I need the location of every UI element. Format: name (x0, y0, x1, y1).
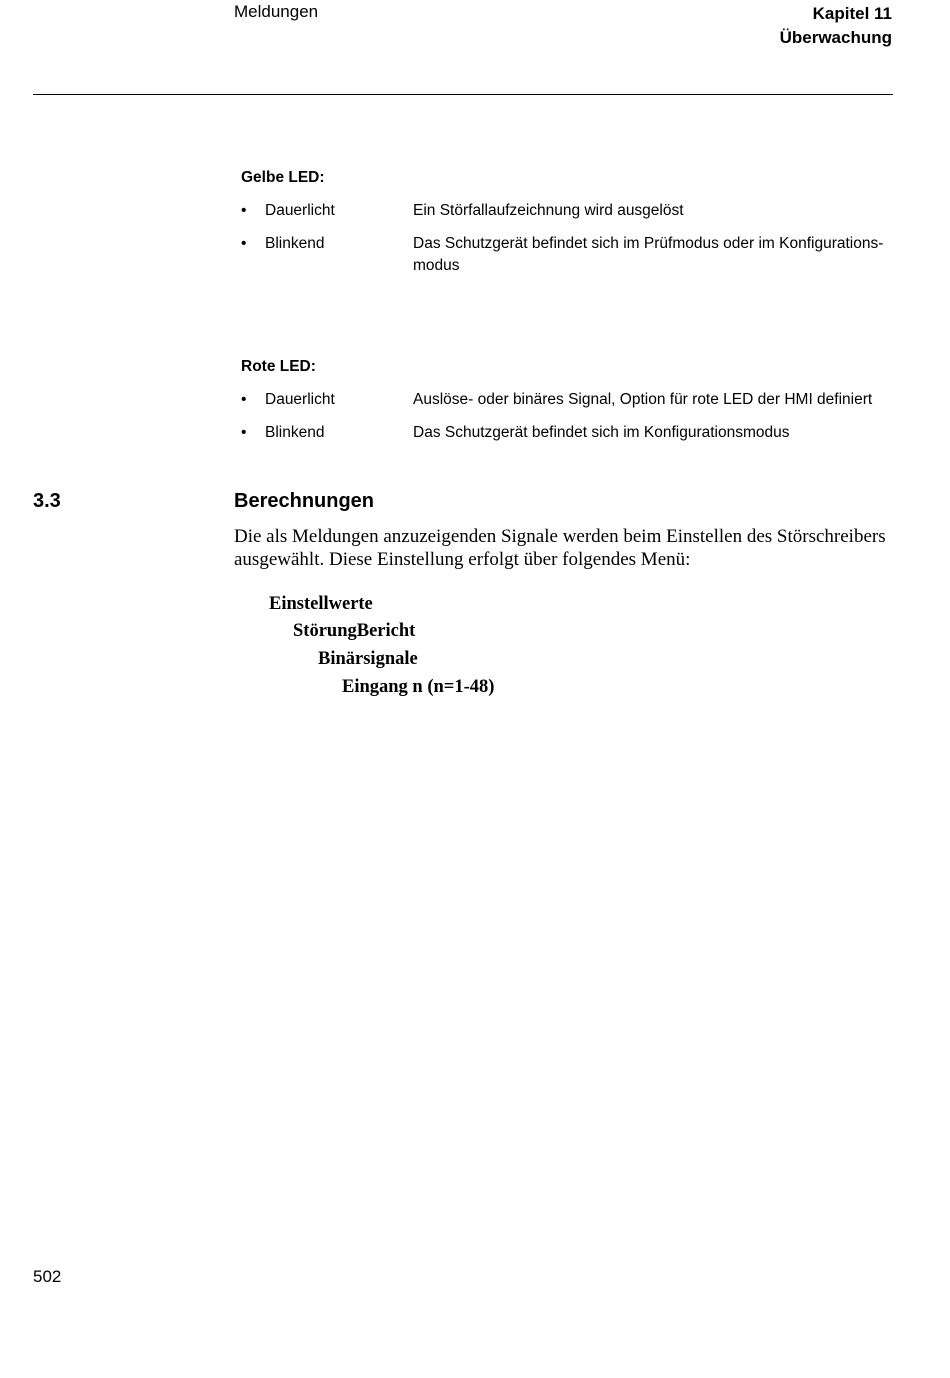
menu-path-level-3: Binärsignale (318, 649, 418, 669)
red-led-item-1-state (241, 391, 335, 409)
yellow-led-item-2-state (241, 235, 324, 253)
menu-path-level-2: StörungBericht (293, 621, 416, 641)
yellow-led-item-1-state (241, 202, 335, 220)
page-number: 502 (33, 1267, 62, 1286)
running-header-right (780, 2, 892, 50)
led-state-label: Blinkend (265, 424, 325, 441)
led-state-label: Blinkend (265, 235, 325, 252)
running-header-left: Meldungen (234, 2, 319, 21)
led-state-label: Dauerlicht (265, 391, 335, 408)
menu-path-level-4: Eingang n (n=1-48) (342, 677, 495, 697)
header-divider (33, 94, 893, 95)
section-paragraph: Die als Meldungen anzuzeigenden Signale werden beim Einstellen des Störschreibers ausgewählt. Diese Einstellung erfolgt über folgendes Menü: (234, 526, 886, 570)
section-number: 3.3 (33, 490, 61, 512)
bullet-mark: • (241, 235, 247, 252)
led-state-label: Dauerlicht (265, 202, 335, 219)
bullet-mark: • (241, 391, 247, 408)
yellow-led-item-2-description: Das Schutzgerät befindet sich im Prüfmodus oder im Konfigurations-modus (413, 235, 884, 274)
red-led-item-2-description: Das Schutzgerät befindet sich im Konfigurationsmodus (413, 424, 790, 441)
yellow-led-heading: Gelbe LED: (241, 169, 325, 186)
yellow-led-item-1-description: Ein Störfallaufzeichnung wird ausgelöst (413, 202, 684, 219)
red-led-heading: Rote LED: (241, 358, 316, 375)
bullet-mark: • (241, 202, 247, 219)
bullet-mark: • (241, 424, 247, 441)
menu-path-level-1: Einstellwerte (269, 594, 373, 614)
section-title: Berechnungen (234, 490, 375, 512)
chapter-title: Überwachung (779, 28, 892, 47)
red-led-item-1-description: Auslöse- oder binäres Signal, Option für rote LED der HMI definiert (413, 391, 873, 408)
chapter-number: Kapitel 11 (812, 4, 892, 23)
red-led-item-2-state (241, 424, 324, 442)
